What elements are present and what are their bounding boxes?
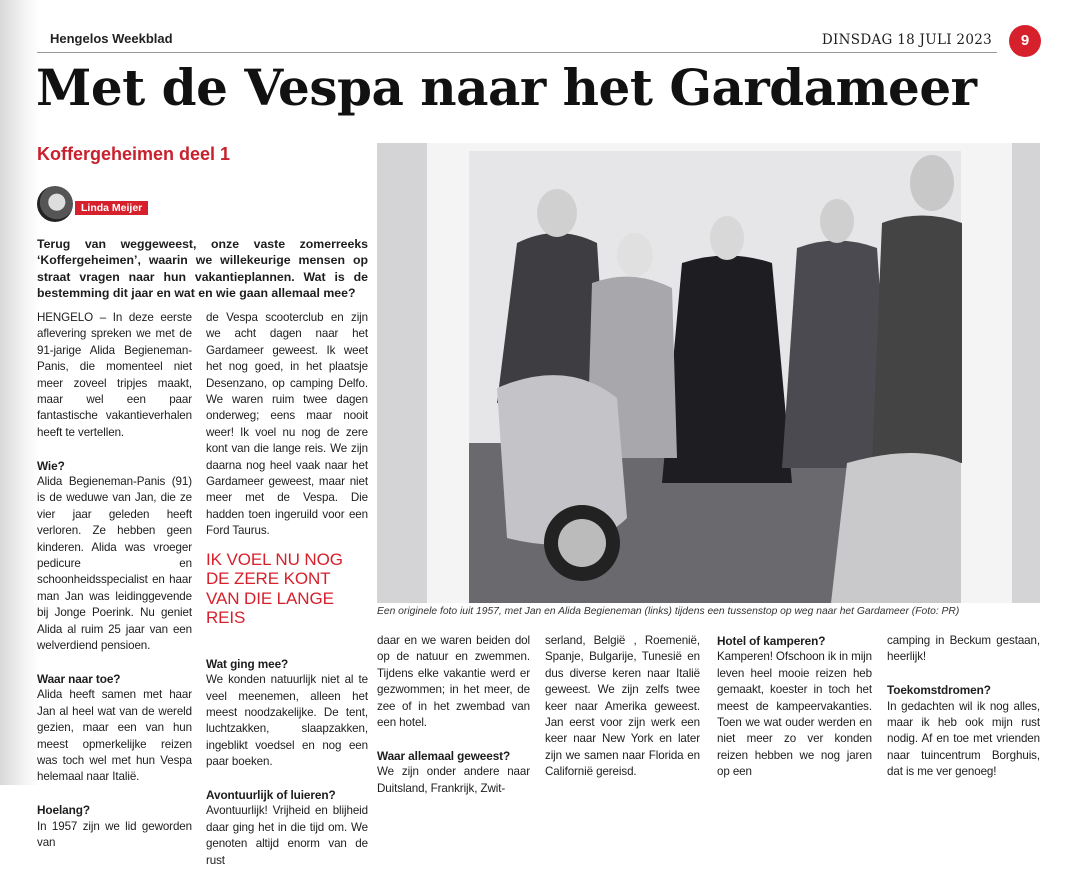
paragraph: Alida heeft samen met haar Jan al heel wat van de wereld gezien, maar een van hun meest opmerkelijke reizen was toch wel met hun Vespa helemaal naar Italië. xyxy=(37,688,192,784)
paragraph: serland, België , Roemenië, Spanje, Bulgarije, Tunesië en dus diverse keren naar Italië geweest. We zijn zelfs twee keer naar Amerika geweest. Jan eerst voor zijn werk een keer naar New York en later zijn we samen naar Florida en Californië gereisd. xyxy=(545,634,700,779)
author-avatar xyxy=(37,186,73,222)
subheading: Wie? xyxy=(37,458,65,473)
column-4 xyxy=(545,633,700,797)
subheading: Wat ging mee? xyxy=(206,656,289,671)
paragraph: We zijn onder andere naar Duitsland, Frankrijk, Zwit- xyxy=(377,765,530,795)
subheading: Waar naar toe? xyxy=(37,671,121,686)
article-kicker: Koffergeheimen deel 1 xyxy=(37,144,231,164)
subheading: Waar allemaal geweest? xyxy=(377,748,511,763)
paragraph: HENGELO – In deze eerste aflevering spreken we met de 91-jarige Alida Begieneman-Panis, die momenteel niet meer zoveel tripjes maakt, maar wel een paar fantastische vakantieverhalen heeft te vertellen. xyxy=(37,311,192,439)
column-3 xyxy=(377,633,530,813)
paragraph: de Vespa scooterclub en zijn we acht dagen naar het Gardameer geweest. Ik weet het nog goed, in het plaatsje Desenzano, op camping Delfo. We waren ruim twee dagen onderweg; eens maar nooit weer! Ik voel nu nog de zere kont van die lange reis. We zijn daarna nog heel vaak naar het Gardameer geweest, maar niet meer met de Vespa. Die hadden toen ingeruild voor een Ford Taurus. xyxy=(206,311,368,538)
column-5 xyxy=(717,633,872,797)
column-2 xyxy=(206,310,368,885)
author-label: Linda Meijer xyxy=(75,201,148,215)
paragraph: In gedachten wil ik nog alles, maar ik heb ook mijn rust nodig. Af en toe met vrienden naar tuincentrum Borghuis, dat is me ver genoeg! xyxy=(887,699,1040,779)
issue-date: DINSDAG 18 JULI 2023 xyxy=(821,32,992,48)
article-title: Met de Vespa naar het Gardameer xyxy=(36,58,977,117)
paragraph: We konden natuurlijk niet al te veel meenemen, alleen het meest noodzakelijke. De tent, luchtzakken, slaapzakken, ingeblikt voedsel en nog een paar boeken. xyxy=(206,673,368,769)
paragraph: Alida Begieneman-Panis (91) is de weduwe van Jan, die ze vier jaar geleden heeft verloren. Ze hebben geen kinderen. Alida was vroeger pedicure en schoonheidsspecialist en haar man Jan was leidinggevende bij Jonge Poerink. Nu geniet Alida al ruim 25 jaar van een welverdiend pensioen. xyxy=(37,475,192,653)
subheading: Toekomstdromen? xyxy=(887,683,991,698)
photo-caption: Een originele foto iuit 1957, met Jan en Alida Begieneman (links) tijdens een tussenstop op weg naar het Gardameer (Foto: PR) xyxy=(377,606,960,617)
column-1 xyxy=(37,310,192,868)
article-intro: Terug van weggeweest, onze vaste zomerreeks ‘Koffergeheimen’, waarin we willekeurige mensen op straat vragen naar hun vakantieplannen. Wat is de bestemming dit jaar en wat en wie gaan allemaal mee? xyxy=(37,237,368,301)
paragraph: daar en we waren beiden dol op de natuur en zwemmen. Tijdens elke vakantie werd er gezwommen; in het meer, de zee of in het zwembad van een hotel. xyxy=(377,634,530,730)
paragraph: Kamperen! Ofschoon ik in mijn leven heel mooie reizen heb gemaakt, koester in toch het meest de kampeervakanties. Toen we wat ouder werden en niet meer zo ver konden reizen hebben we nog jaren op een xyxy=(717,650,872,779)
paragraph: camping in Beckum gestaan, heerlijk! xyxy=(887,634,1040,664)
header-rule xyxy=(37,52,997,53)
paragraph: In 1957 zijn we lid geworden van xyxy=(37,819,192,849)
page-curl-shadow xyxy=(0,0,40,785)
pull-quote: IK VOEL NU NOG DE ZERE KONT VAN DIE LANGE REIS xyxy=(206,549,343,628)
article-photo xyxy=(377,143,1040,603)
page-number-badge: 9 xyxy=(1009,25,1041,57)
subheading: Hotel of kamperen? xyxy=(717,634,826,648)
column-6 xyxy=(887,633,1040,797)
paragraph: Avontuurlijk! Vrijheid en blijheid daar ging het in die tijd om. We genoten altijd enorm van de rust xyxy=(206,804,368,867)
subheading: Avontuurlijk of luieren? xyxy=(206,787,336,802)
subheading: Hoelang? xyxy=(37,803,90,818)
publication-name: Hengelos Weekblad xyxy=(50,31,173,46)
